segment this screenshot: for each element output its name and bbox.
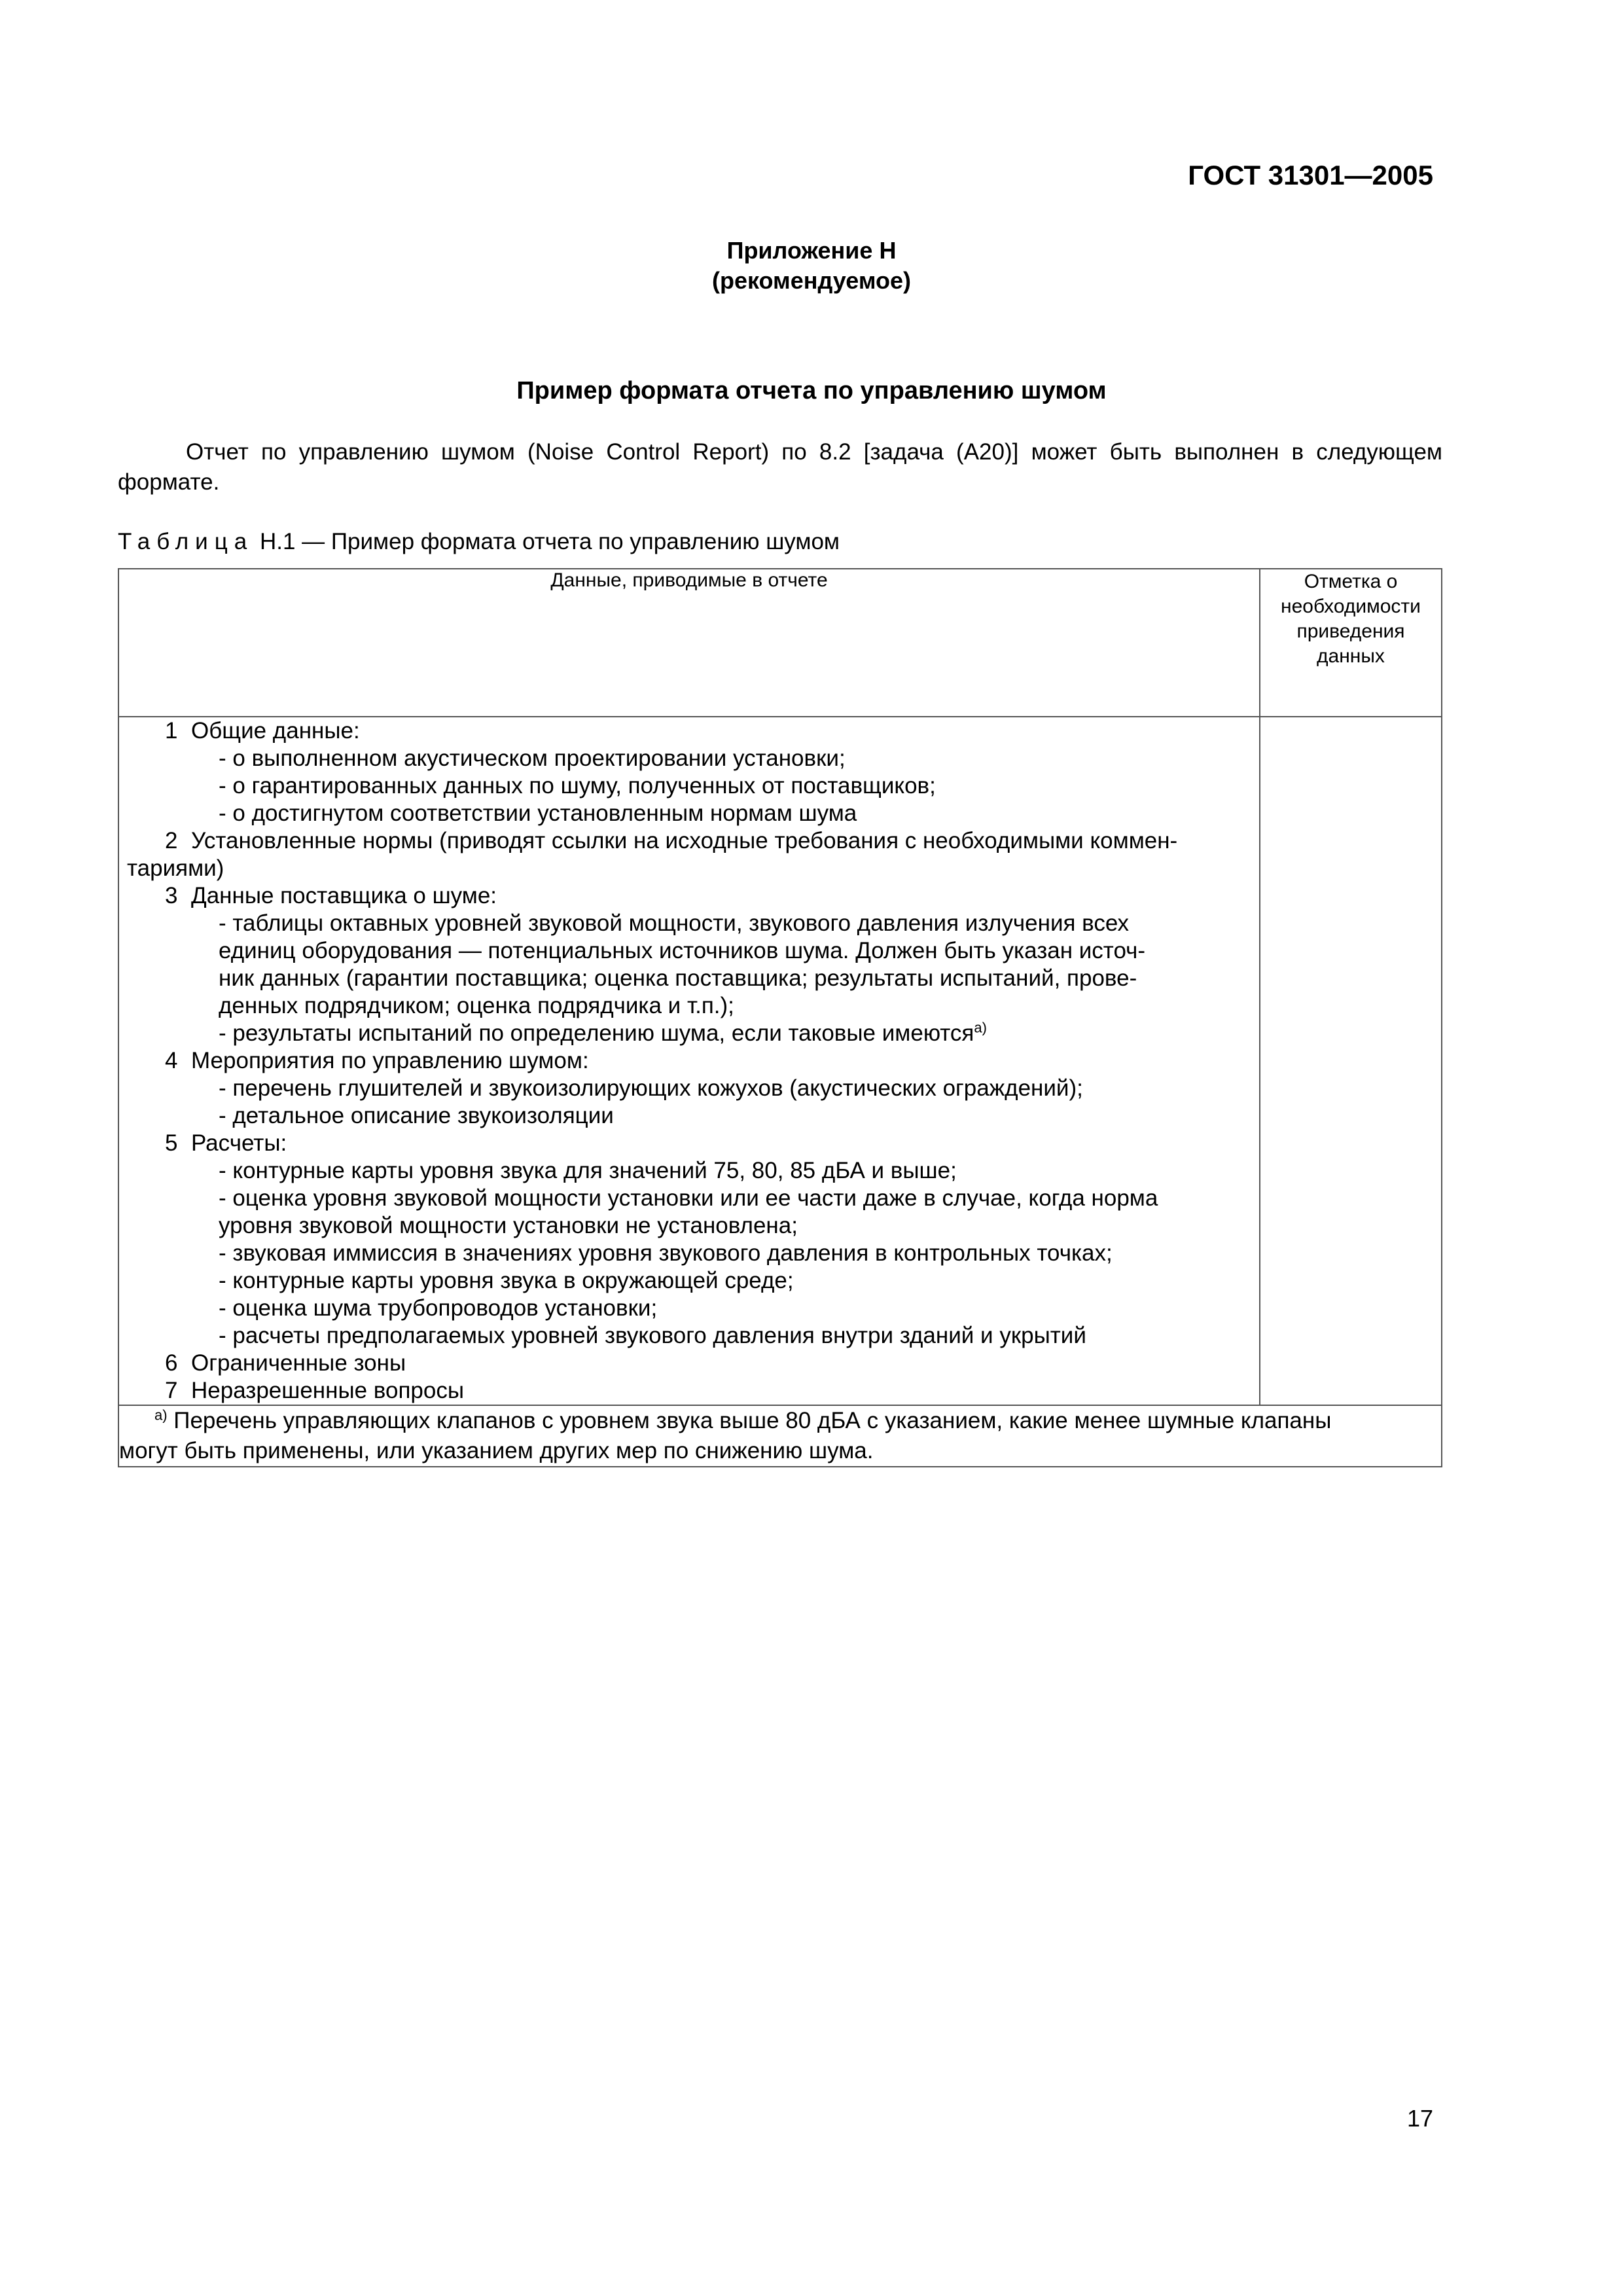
- sub-item: ник данных (гарантии поставщика; оценка поставщика; результаты испытаний, прове-: [219, 965, 1137, 991]
- sub-item: [119, 1020, 1259, 1047]
- section-title: Пример формата отчета по управлению шумом: [516, 377, 1107, 404]
- item-continuation: тариями): [127, 855, 224, 881]
- sub-item: - оценка шума трубопроводов установки;: [219, 1295, 658, 1321]
- item-number: 3: [165, 883, 178, 908]
- footnote-text: Перечень управляющих клапанов с уровнем звука выше 80 дБА с указанием, какие менее шумные клапаны: [167, 1408, 1332, 1433]
- sub-item-text: - результаты испытаний по определению шума, если таковые имеются: [219, 1020, 974, 1046]
- item-text: Установленные нормы (приводят ссылки на исходные требования с необходимыми коммен-: [191, 828, 1178, 853]
- footnote-line: могут быть применены, или указанием других мер по снижению шума.: [119, 1438, 874, 1463]
- mark-cell: [1260, 717, 1442, 1405]
- list-item: [119, 717, 1259, 745]
- item-number: 2: [165, 828, 178, 853]
- table-footnote-row: [118, 1405, 1442, 1467]
- sub-item: уровня звуковой мощности установки не установлена;: [219, 1213, 798, 1238]
- sub-item: - контурные карты уровня звука для значений 75, 80, 85 дБА и выше;: [219, 1158, 957, 1183]
- item-number: 5: [165, 1130, 178, 1156]
- table-footnote: [118, 1405, 1442, 1467]
- item-text: Мероприятия по управлению шумом:: [191, 1048, 589, 1073]
- sub-item: - контурные карты уровня звука в окружающей среде;: [219, 1268, 794, 1293]
- item-text: Данные поставщика о шуме:: [191, 883, 497, 908]
- list-item: [119, 827, 1259, 855]
- sub-item: - детальное описание звукоизоляции: [219, 1103, 614, 1128]
- sub-item: единиц оборудования — потенциальных источников шума. Должен быть указан источ-: [219, 938, 1146, 963]
- list-item: [119, 1047, 1259, 1075]
- table-body-row: [118, 717, 1442, 1405]
- document-code: ГОСТ 31301—2005: [1188, 160, 1433, 190]
- footnote-marker: а): [154, 1407, 168, 1424]
- intro-paragraph: Отчет по управлению шумом (Noise Control Report) по 8.2 [задача (А20)] может быть выполнен в следующем формате.: [118, 439, 1442, 495]
- sub-item: - о гарантированных данных по шуму, полученных от поставщиков;: [219, 773, 936, 798]
- item-text: Неразрешенные вопросы: [191, 1378, 465, 1403]
- appendix-heading: [0, 236, 1623, 296]
- table-header-row: [118, 569, 1442, 717]
- table-caption-prefix: Таблица: [118, 529, 254, 554]
- item-text: Общие данные:: [191, 718, 360, 744]
- item-number: 6: [165, 1350, 178, 1376]
- sub-item: - таблицы октавных уровней звуковой мощности, звукового давления излучения всех: [219, 910, 1130, 936]
- list-item: [119, 1350, 1259, 1377]
- appendix-subtitle: (рекомендуемое): [712, 267, 911, 294]
- report-format-table: [118, 568, 1442, 1467]
- sub-item: - расчеты предполагаемых уровней звукового давления внутри зданий и укрытий: [219, 1323, 1086, 1348]
- sub-item: денных подрядчиком; оценка подрядчика и т.п.);: [219, 993, 734, 1018]
- list-item: [119, 882, 1259, 910]
- table-caption: [118, 529, 840, 555]
- item-text: Ограниченные зоны: [191, 1350, 406, 1376]
- footnote-line: [119, 1406, 1441, 1436]
- item-number: 4: [165, 1048, 178, 1073]
- table-caption-text: Н.1 — Пример формата отчета по управлению шумом: [253, 529, 840, 554]
- sub-item: - оценка уровня звуковой мощности установки или ее части даже в случае, когда норма: [219, 1185, 1158, 1211]
- item-number: 7: [165, 1378, 178, 1403]
- list-item: [119, 1130, 1259, 1157]
- appendix-title: Приложение Н: [726, 237, 897, 264]
- header-data-column: Данные, приводимые в отчете: [118, 569, 1260, 717]
- page-number: 17: [1406, 2105, 1433, 2132]
- sub-item: - о достигнутом соответствии установленным нормам шума: [219, 800, 857, 826]
- item-text: Расчеты:: [191, 1130, 287, 1156]
- header-mark-column: Отметка о необходимости приведения данных: [1260, 569, 1442, 717]
- sub-item: - о выполненном акустическом проектировании установки;: [219, 745, 846, 771]
- data-cell: [118, 717, 1260, 1405]
- footnote-ref: а): [974, 1019, 987, 1036]
- list-item: [119, 1377, 1259, 1405]
- sub-item: - перечень глушителей и звукоизолирующих кожухов (акустических ограждений);: [219, 1075, 1083, 1101]
- item-number: 1: [165, 718, 178, 744]
- sub-item: - звуковая иммиссия в значениях уровня звукового давления в контрольных точках;: [219, 1240, 1113, 1266]
